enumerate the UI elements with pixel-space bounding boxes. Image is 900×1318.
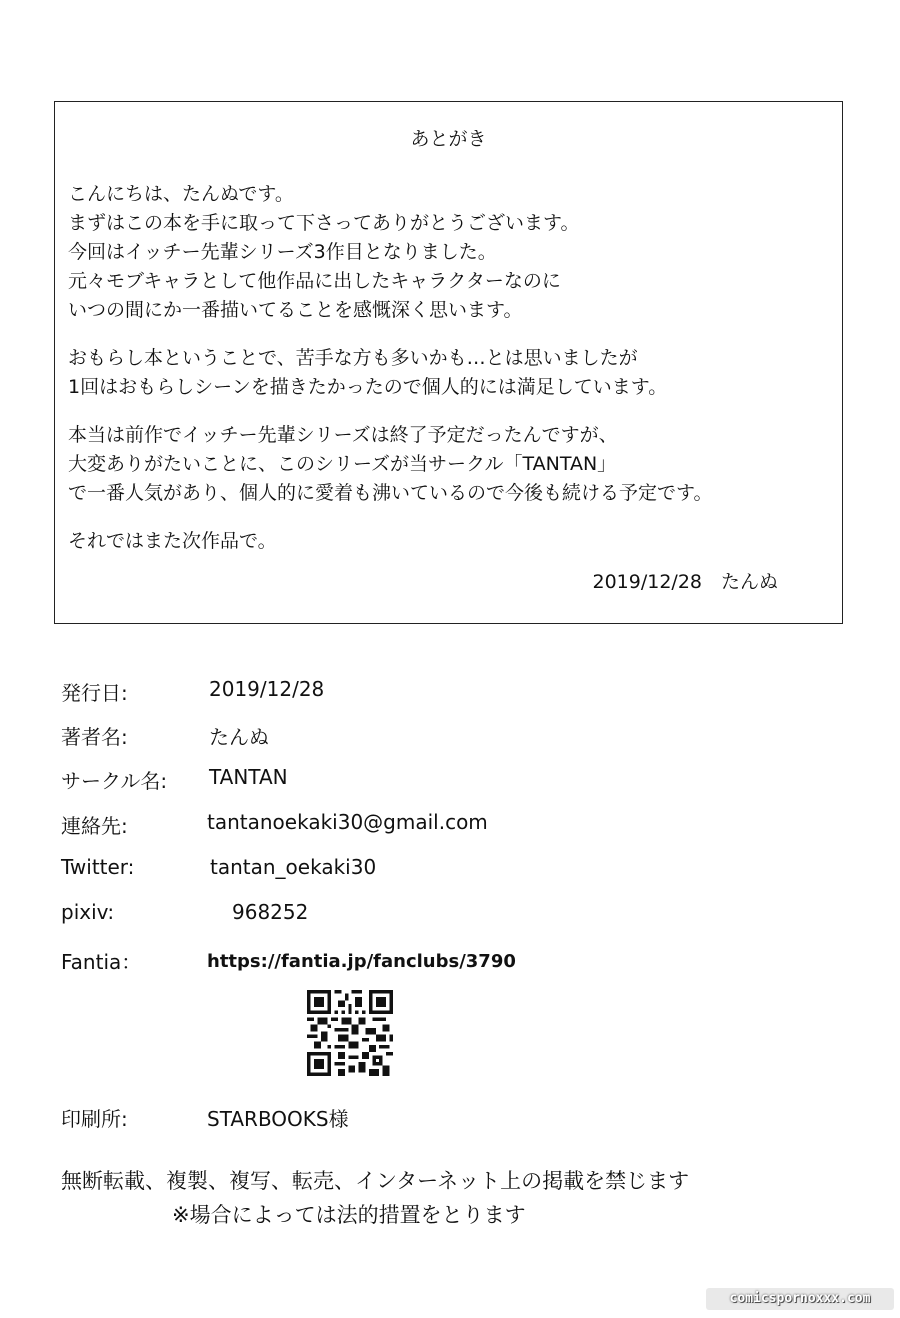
author-label: 著者名: [61, 725, 128, 749]
contact-label: 連絡先: [61, 814, 128, 838]
afterword-line: 1回はおもらしシーンを描きたかったので個人的には満足しています。 [68, 376, 668, 398]
afterword-line: 今回はイッチー先輩シリーズ3作目となりました。 [68, 241, 497, 263]
printer-value: STARBOOKS様 [207, 1107, 349, 1131]
circle-label: サークル名: [61, 769, 168, 793]
afterword-line: 大変ありがたいことに、このシリーズが当サークル「TANTAN」 [68, 453, 617, 475]
afterword-line: 本当は前作でイッチー先輩シリーズは終了予定だったんですが、 [68, 424, 618, 446]
twitter-label: Twitter: [61, 855, 135, 879]
copyright-notice: 無断転載、複製、複写、転売、インターネット上の掲載を禁じます [61, 1169, 690, 1193]
date-label: 発行日: [61, 681, 128, 705]
contact-email: tantanoekaki30@gmail.com [207, 810, 488, 834]
afterword-line: で一番人気があり、個人的に愛着も沸いているので今後も続ける予定です。 [68, 482, 713, 504]
afterword-line: こんにちは、たんぬです。 [68, 183, 294, 205]
watermark: comicspornoxxx.com [706, 1288, 894, 1310]
afterword-line: それではまた次作品で。 [68, 530, 277, 552]
afterword-line: おもらし本ということで、苦手な方も多いかも…とは思いましたが [68, 347, 638, 369]
twitter-handle: tantan_oekaki30 [210, 855, 377, 879]
fantia-label: Fantia： [61, 950, 142, 974]
fantia-url: https://fantia.jp/fanclubs/3790 [207, 951, 516, 972]
afterword-title: あとがき [410, 128, 487, 150]
pixiv-id: 968252 [232, 900, 309, 924]
circle-value: TANTAN [209, 765, 288, 789]
date-value: 2019/12/28 [209, 677, 325, 701]
qr-code-icon [304, 990, 396, 1076]
author-value: たんぬ [209, 725, 269, 749]
afterword-line: いつの間にか一番描いてることを感慨深く思います。 [68, 299, 523, 321]
afterword-box [54, 101, 843, 624]
printer-label: 印刷所: [61, 1107, 128, 1131]
afterword-line: まずはこの本を手に取って下さってありがとうございます。 [68, 212, 580, 234]
pixiv-label: pixiv: [61, 900, 115, 924]
afterword-signature: 2019/12/28 たんぬ [592, 571, 778, 593]
legal-notice: ※場合によっては法的措置をとります [172, 1203, 526, 1227]
afterword-line: 元々モブキャラとして他作品に出したキャラクターなのに [68, 270, 561, 292]
